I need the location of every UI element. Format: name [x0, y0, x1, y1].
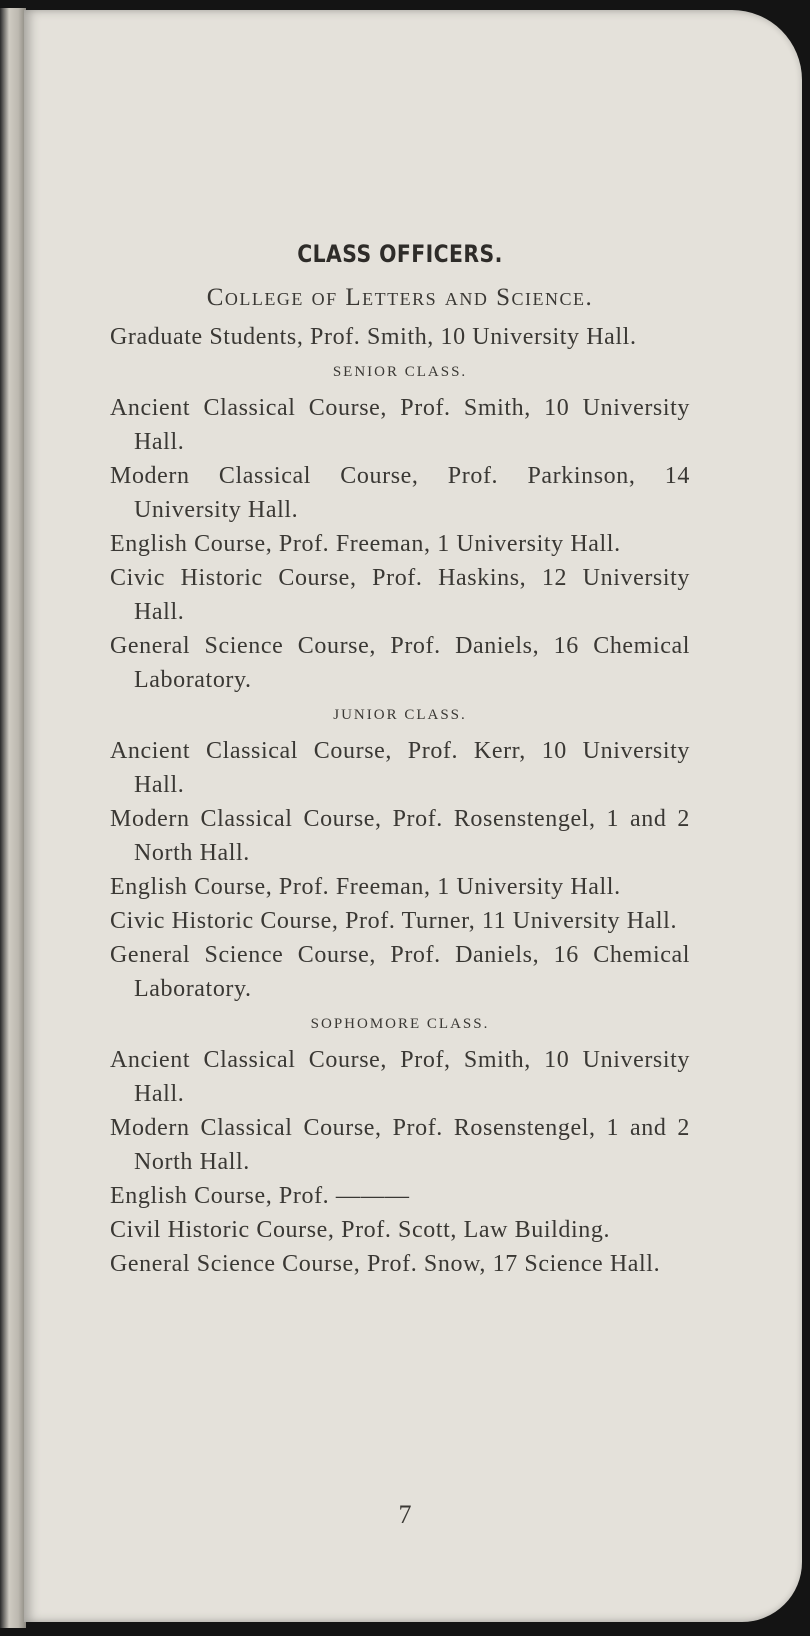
section-title-sophomore: SOPHOMORE CLASS.	[310, 1016, 490, 1032]
entry-sophomore-science: General Science Course, Prof. Snow, 17 Science Hall.	[110, 1251, 661, 1277]
entry-sophomore-civil: Civil Historic Course, Prof. Scott, Law Building.	[110, 1217, 611, 1243]
page-number: 7	[398, 1500, 412, 1529]
book-spine	[0, 8, 26, 1628]
entry-junior-ancient: Ancient Classical Course, Prof. Kerr, 10 University Hall.	[110, 738, 690, 798]
entry-junior-civic: Civic Historic Course, Prof. Turner, 11 University Hall.	[110, 908, 678, 934]
entry-junior-science: General Science Course, Prof. Daniels, 16 Chemical Laboratory.	[110, 942, 690, 1002]
entry-sophomore-ancient: Ancient Classical Course, Prof, Smith, 10 University Hall.	[110, 1047, 690, 1107]
page-content	[110, 240, 690, 1281]
entry-graduate: Graduate Students, Prof. Smith, 10 University Hall.	[110, 324, 637, 350]
entry-senior-science: General Science Course, Prof. Daniels, 16 Chemical Laboratory.	[110, 633, 690, 693]
entry-senior-civic: Civic Historic Course, Prof. Haskins, 12 University Hall.	[110, 565, 690, 625]
entry-senior-modern: Modern Classical Course, Prof. Parkinson, 14 University Hall.	[110, 463, 690, 523]
section-title-senior: SENIOR CLASS.	[332, 364, 468, 380]
entry-sophomore-english: English Course, Prof. ———	[110, 1183, 410, 1209]
entry-junior-english: English Course, Prof. Freeman, 1 University Hall.	[110, 874, 621, 900]
entry-senior-english: English Course, Prof. Freeman, 1 University Hall.	[110, 531, 621, 557]
entry-junior-modern: Modern Classical Course, Prof. Rosenstengel, 1 and 2 North Hall.	[110, 806, 690, 866]
section-title-junior: JUNIOR CLASS.	[333, 707, 467, 723]
entry-sophomore-modern: Modern Classical Course, Prof. Rosenstengel, 1 and 2 North Hall.	[110, 1115, 690, 1175]
page-heading: CLASS OFFICERS.	[297, 240, 503, 268]
college-title: College of Letters and Science.	[206, 284, 594, 311]
entry-senior-ancient: Ancient Classical Course, Prof. Smith, 10 University Hall.	[110, 395, 690, 455]
